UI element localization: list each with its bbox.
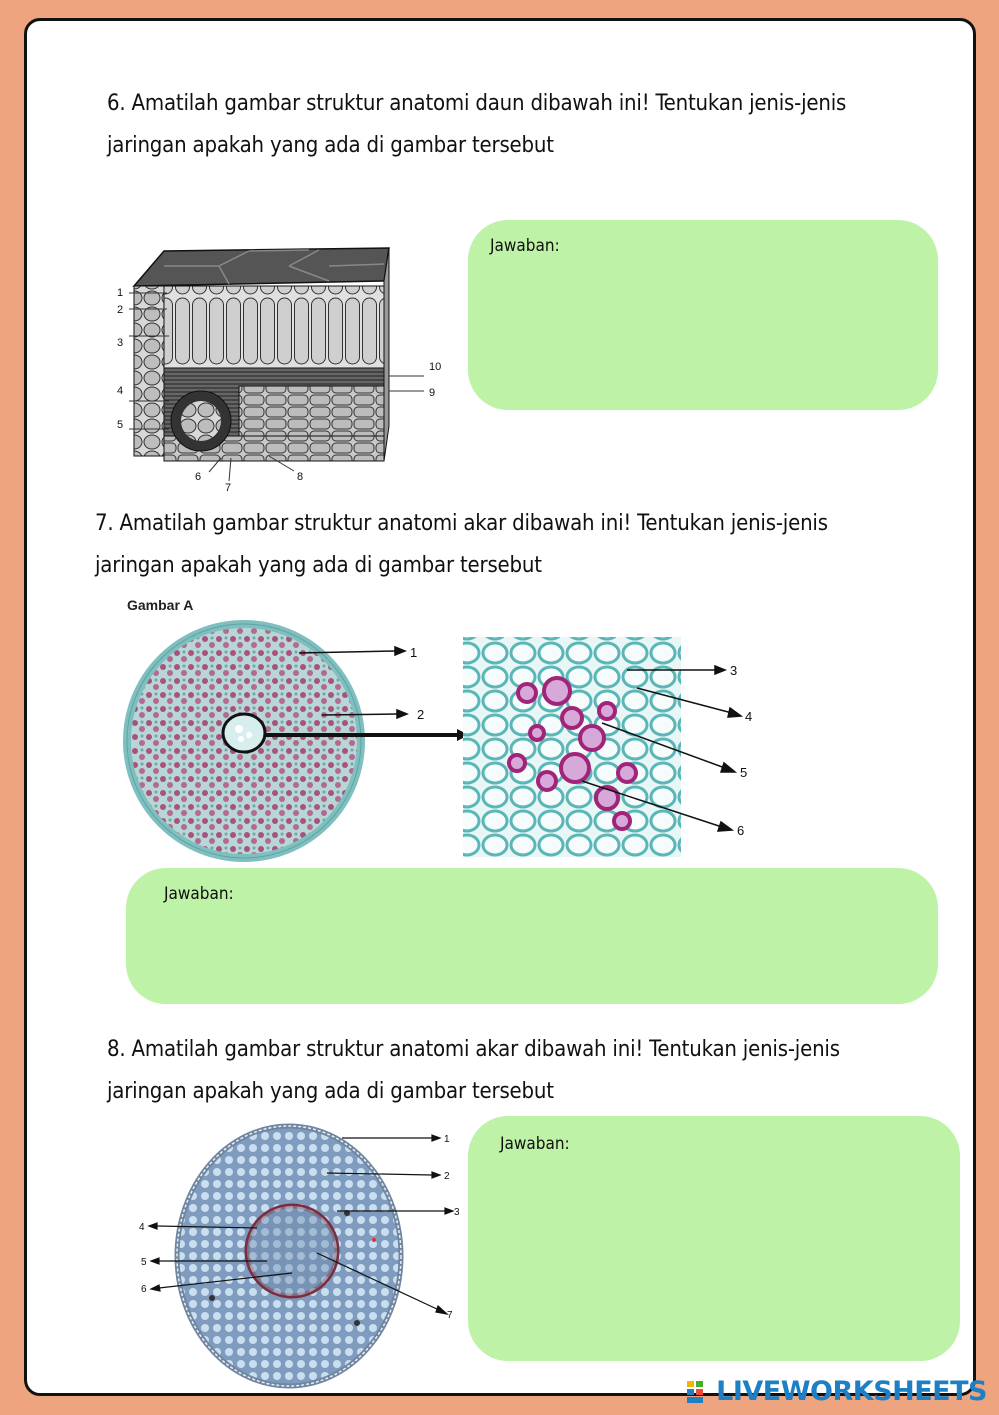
liveworksheets-logo <box>687 1376 987 1407</box>
question-8 <box>107 1029 840 1113</box>
leaf-label-5: 5 <box>117 419 124 431</box>
liveworksheets-badge-icon <box>687 1381 713 1403</box>
question-6-line-2: jaringan apakah yang ada di gambar tersebut <box>107 133 554 158</box>
liveworksheets-wordmark: LIVEWORKSHEETS <box>716 1376 987 1407</box>
leaf-label-10: 10 <box>429 361 442 373</box>
root-a-label-5: 5 <box>740 765 748 780</box>
answer-box-6[interactable] <box>468 220 938 410</box>
root-b-label-6: 6 <box>141 1284 147 1295</box>
answer-box-8[interactable] <box>468 1116 960 1361</box>
worksheet-page <box>24 18 976 1396</box>
root-b-label-5: 5 <box>141 1257 147 1268</box>
question-7-line-1: 7. Amatilah gambar struktur anatomi akar dibawah ini! Tentukan jenis-jenis <box>95 511 828 536</box>
leaf-label-2: 2 <box>117 304 124 316</box>
root-b-label-2: 2 <box>444 1171 450 1182</box>
question-6-line-1: 6. Amatilah gambar struktur anatomi daun dibawah ini! Tentukan jenis-jenis <box>107 91 847 116</box>
leaf-label-9: 9 <box>429 387 436 399</box>
root-a-label-4: 4 <box>745 709 753 724</box>
gambar-a-title: Gambar A <box>127 597 194 613</box>
root-b-label-7: 7 <box>447 1310 453 1321</box>
question-8-line-1: 8. Amatilah gambar struktur anatomi akar dibawah ini! Tentukan jenis-jenis <box>107 1037 840 1062</box>
leaf-label-3: 3 <box>117 337 124 349</box>
root-a-label-2: 2 <box>417 707 425 722</box>
root-a-label-1: 1 <box>410 645 418 660</box>
root-b-label-4: 4 <box>139 1222 145 1233</box>
question-7 <box>95 503 828 587</box>
leaf-label-1: 1 <box>117 287 124 299</box>
root-b-label-3: 3 <box>454 1207 460 1218</box>
question-7-line-2: jaringan apakah yang ada di gambar tersebut <box>95 553 542 578</box>
root-a-label-6: 6 <box>737 823 745 838</box>
answer-label-8: Jawaban: <box>500 1134 570 1154</box>
root-b-label-1: 1 <box>444 1134 450 1145</box>
root-a-label-3: 3 <box>730 663 738 678</box>
answer-label-6: Jawaban: <box>490 236 560 256</box>
leaf-label-6: 6 <box>195 471 202 483</box>
leaf-label-8: 8 <box>297 471 304 483</box>
question-8-line-2: jaringan apakah yang ada di gambar tersebut <box>107 1079 554 1104</box>
question-6 <box>107 83 846 167</box>
answer-label-7: Jawaban: <box>164 884 234 904</box>
root-cross-section-a-figure <box>117 593 757 863</box>
leaf-label-7: 7 <box>225 482 232 494</box>
leaf-anatomy-figure <box>89 226 449 494</box>
leaf-upper-epidermis-surface <box>134 248 389 286</box>
answer-box-7[interactable] <box>126 868 938 1004</box>
leaf-label-4: 4 <box>117 385 124 397</box>
root-cross-section-b-figure <box>127 1118 467 1388</box>
